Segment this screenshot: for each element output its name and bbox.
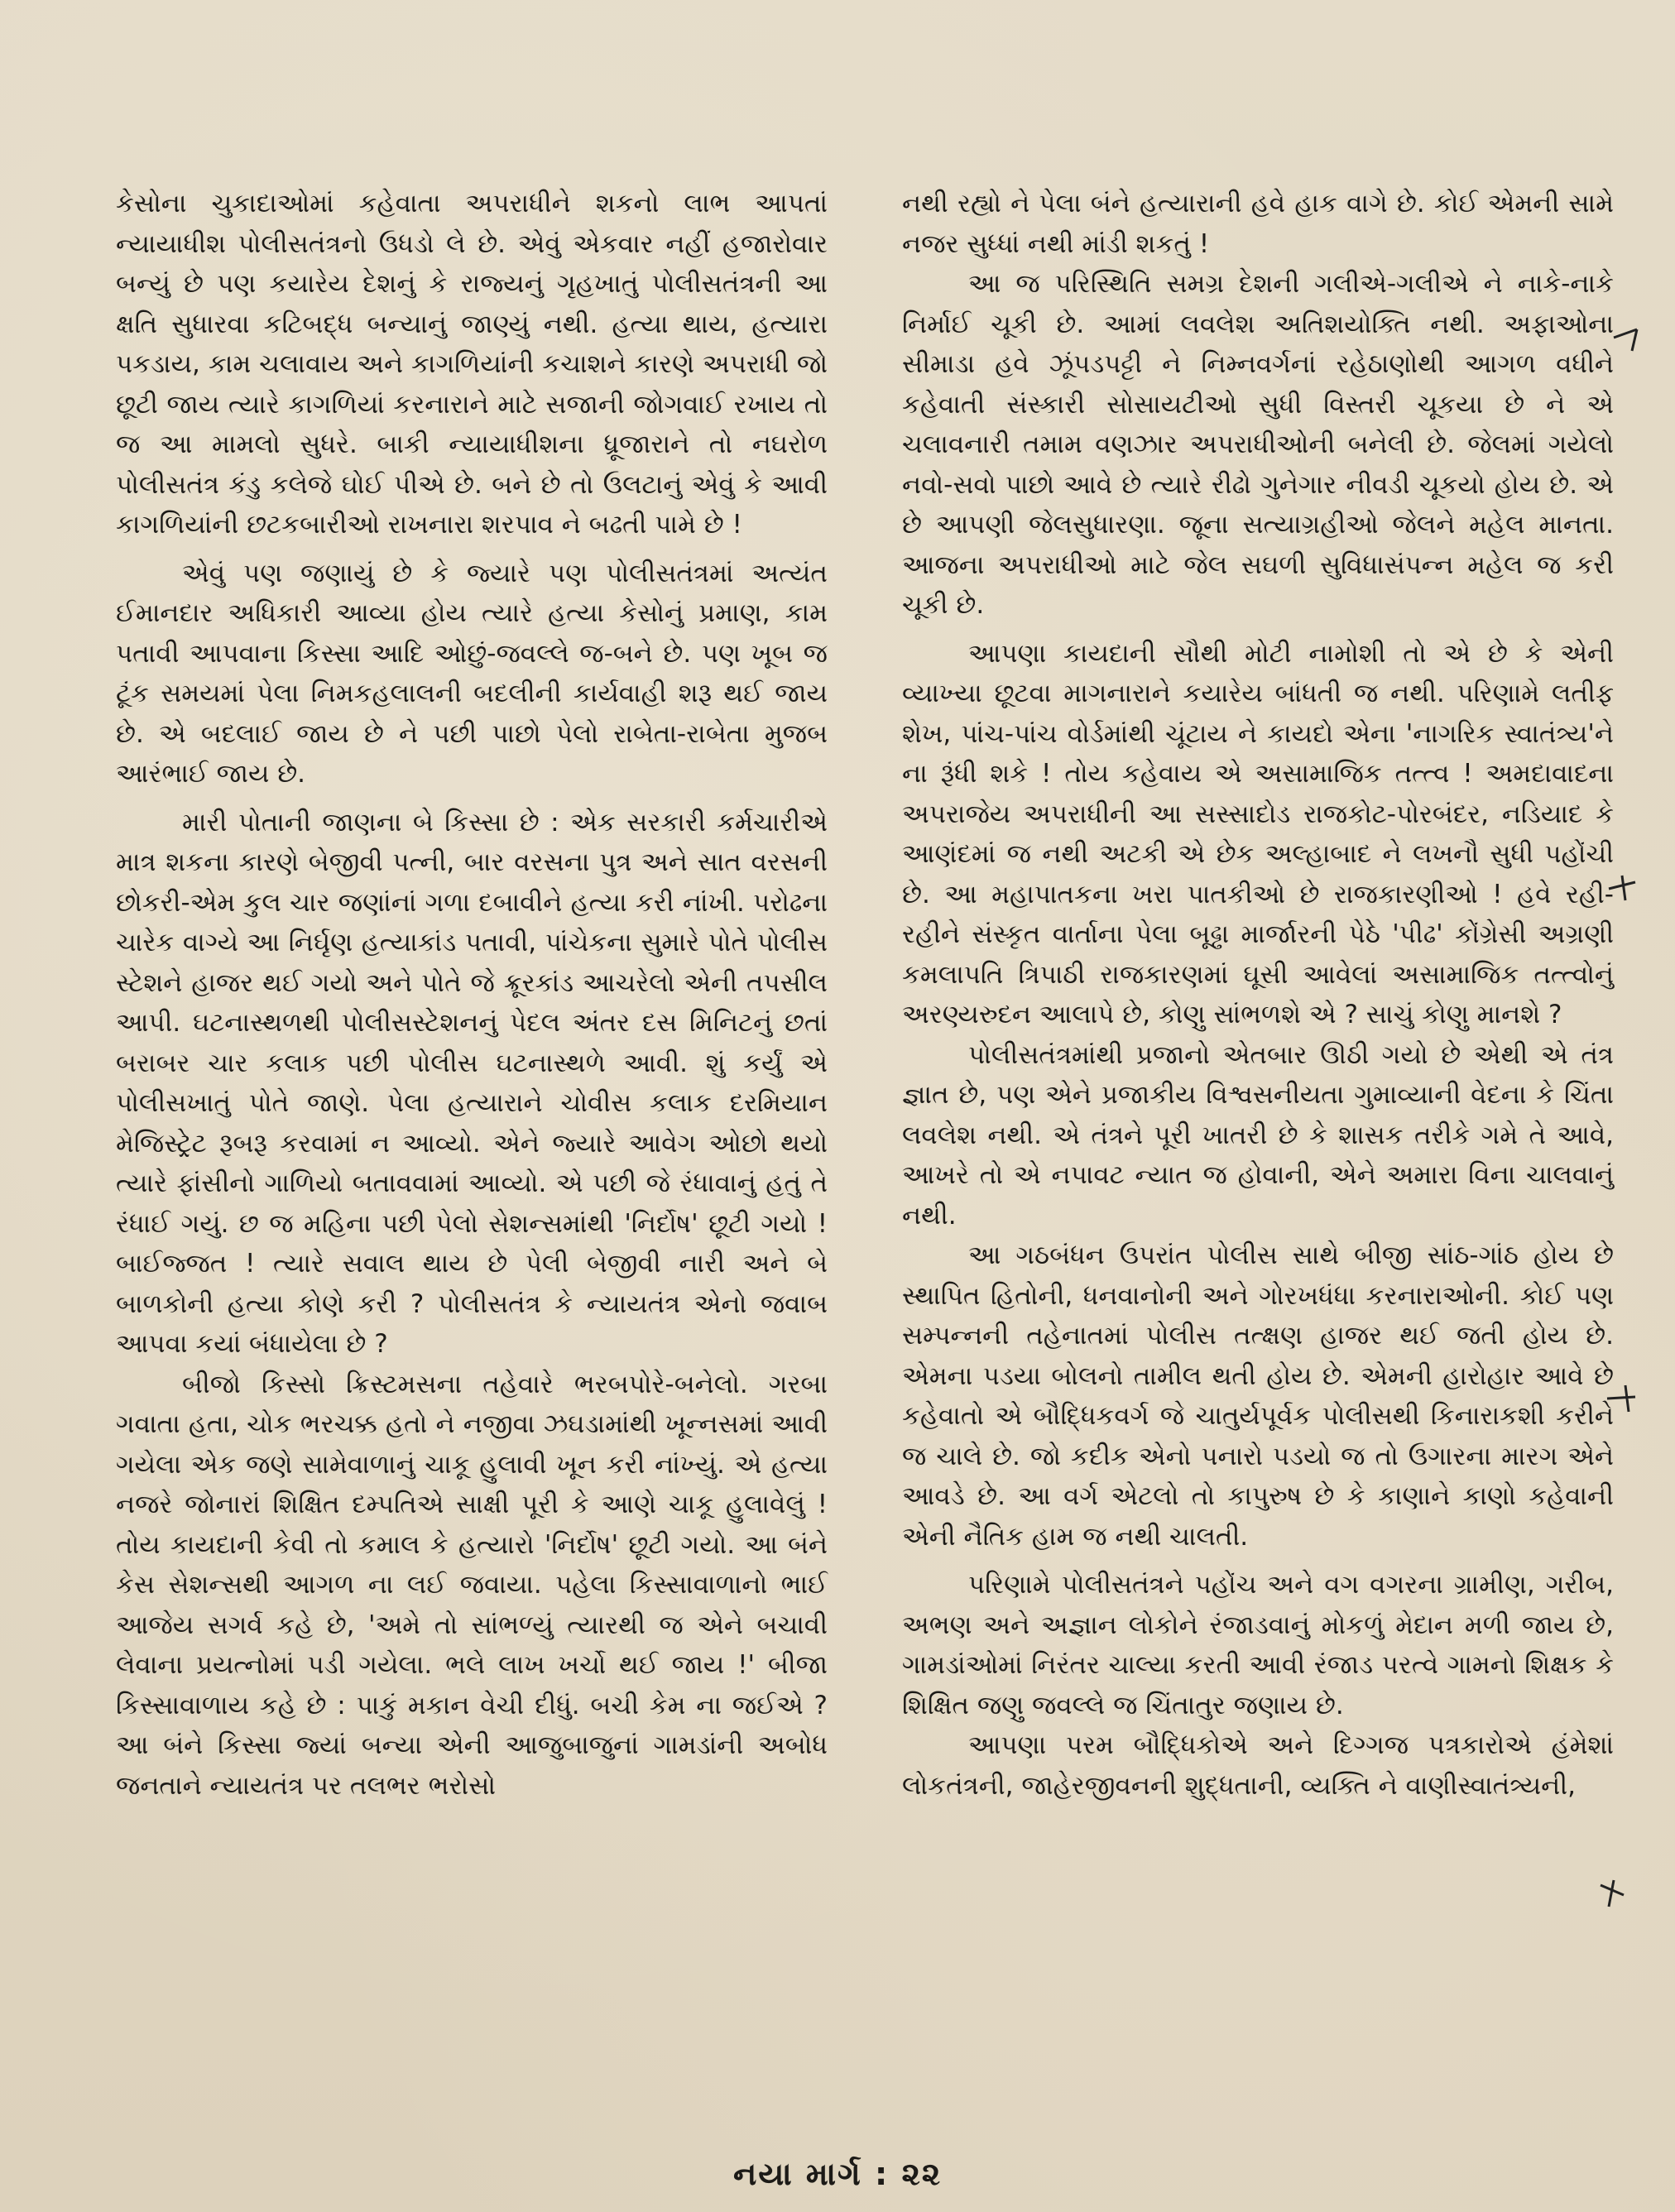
paragraph-right-4: પોલીસતંત્રમાંથી પ્રજાનો એતબાર ઊઠી ગયો છે એથી એ તંત્ર જ્ઞાત છે, પણ એને પ્રજાકીય વિશ્વસનીયતા ગુમાવ્યાની વેદના કે ચિંતા લવલેશ નથી. એ તંત્રને પૂરી ખાતરી છે કે શાસક તરીકે ગમે તે આવે, આખરે તો એ નપાવટ ન્યાત જ હોવાની, એને અમારા વિના ચાલવાનું નથી. bbox=[902, 1039, 1614, 1231]
paragraph-right-5: આ ગઠબંધન ઉપરાંત પોલીસ સાથે બીજી સાંઠ-ગાંઠ હોય છે સ્થાપિત હિતોની, ધનવાનોની અને ગોરખધંધા કરનારાઓની. કોઈ પણ સમ્પન્નની તહેનાતમાં પોલીસ તત્ક્ષણ હાજર થઈ જતી હોય છે. એમના પડયા બોલનો તામીલ થતી હોય છે. એમની હારોહાર આવે છે કહેવાતો એ બૌદ્ધિકવર્ગ જે ચાતુર્યપૂર્વક પોલીસથી કિનારાકશી કરીને જ ચાલે છે. જો કદીક એનો પનારો પડયો જ તો ઉગારના મારગ એને આવડે છે. આ વર્ગ એટલો તો કાપુરુષ છે કે કાણાને કાણો કહેવાની એની નૈતિક હામ જ નથી ચાલતી. bbox=[902, 1240, 1614, 1552]
paragraph-left-3: મારી પોતાની જાણના બે કિસ્સા છે : એક સરકારી કર્મચારીએ માત્ર શકના કારણે બેજીવી પત્ની, બાર વરસના પુત્ર અને સાત વરસની છોકરી-એમ કુલ ચાર જણાંનાં ગળા દબાવીને હત્યા કરી નાંખી. પરોઢના ચારેક વાગ્યે આ નિર્ઘૃણ હત્યાકાંડ પતાવી, પાંચેકના સુમારે પોતે પોલીસ સ્ટેશને હાજર થઈ ગયો અને પોતે જે ક્રૂરકાંડ આચરેલો એની તપસીલ આપી. ઘટનાસ્થળથી પોલીસસ્ટેશનનું પેદલ અંતર દસ મિનિટનું છતાં બરાબર ચાર કલાક પછી પોલીસ ઘટનાસ્થળે આવી. શું કર્યું એ પોલીસખાતું પોતે જાણે. પેલા હત્યારાને ચોવીસ કલાક દરમિયાન મેજિસ્ટ્રેટ રૂબરૂ કરવામાં ન આવ્યો. એને જ્યારે આવેગ ઓછો થયો ત્યારે ફાંસીનો ગાળિયો બતાવવામાં આવ્યો. એ પછી જે રંધાવાનું હતું તે રંધાઈ ગયું. છ જ મહિના પછી પેલો સેશન્સમાંથી 'નિર્દોષ' છૂટી ગયો ! બાઈજ્જત ! ત્યારે સવાલ થાય છે પેલી બેજીવી નારી અને બે બાળકોની હત્યા કોણે કરી ? પોલીસતંત્ર કે ન્યાયતંત્ર એનો જવાબ આપવા કયાં બંધાયેલા છે ? bbox=[116, 807, 828, 1359]
paragraph-left-1: કેસોના ચુકાદાઓમાં કહેવાતા અપરાધીને શકનો લાભ આપતાં ન્યાયાધીશ પોલીસતંત્રનો ઉધડો લે છે. એવું એકવાર નહીં હજારોવાર બન્યું છે પણ કયારેય દેશનું કે રાજ્યનું ગૃહખાતું પોલીસતંત્રની આ ક્ષતિ સુધારવા કટિબદ્ધ બન્યાનું જાણ્યું નથી. હત્યા થાય, હત્યારા પકડાય, કામ ચલાવાય અને કાગળિયાંની કચાશને કારણે અપરાધી જો છૂટી જાય ત્યારે કાગળિયાં કરનારાને માટે સજાની જોગવાઈ રખાય તો જ આ મામલો સુધરે. બાકી ન્યાયાધીશના ધ્રૂજારાને તો નઘરોળ પોલીસતંત્ર કંડુ કલેજે ઘોઈ પીએ છે. બને છે તો ઉલટાનું એવું કે આવી કાગળિયાંની છટકબારીઓ રાખનારા શરપાવ ને બઢતી પામે છે ! bbox=[116, 189, 828, 540]
paragraph-left-2: એવું પણ જણાયું છે કે જ્યારે પણ પોલીસતંત્રમાં અત્યંત ઈમાનદાર અધિકારી આવ્યા હોય ત્યારે હત્યા કેસોનું પ્રમાણ, કામ પતાવી આપવાના કિસ્સા આદિ ઓછું-જવલ્લે જ-બને છે. પણ ખૂબ જ ટૂંક સમયમાં પેલા નિમકહલાલની બદલીની કાર્યવાહી શરૂ થઈ જાય છે. એ બદલાઈ જાય છે ને પછી પાછો પેલો રાબેતા-રાબેતા મુજબ આરંભાઈ જાય છે. bbox=[116, 558, 828, 789]
right-column bbox=[902, 184, 1614, 1806]
paragraph-right-7: આપણા પરમ બૌદ્ધિકોએ અને દિગ્ગજ પત્રકારોએ હંમેશાં લોકતંત્રની, જાહેરજીવનની શુદ્ધતાની, વ્યક્તિ ને વાણીસ્વાતંત્ર્યની, bbox=[902, 1730, 1614, 1801]
paragraph-right-6: પરિણામે પોલીસતંત્રને પહોંચ અને વગ વગરના ગ્રામીણ, ગરીબ, અભણ અને અજ્ઞાન લોકોને રંજાડવાનું મોકળું મેદાન મળી જાય છે, ગામડાંઓમાં નિરંતર ચાલ્યા કરતી આવી રંજાડ પરત્વે ગામનો શિક્ષક કે શિક્ષિત જણુ જવલ્લે જ ચિંતાતુર જણાય છે. bbox=[902, 1570, 1614, 1720]
left-column bbox=[116, 184, 828, 1806]
paragraph-left-4: બીજો કિસ્સો ક્રિસ્ટમસના તહેવારે ભરબપોરે-બનેલો. ગરબા ગવાતા હતા, ચોક ભરચક્ક હતો ને નજીવા ઝઘડામાંથી ખૂન્નસમાં આવી ગયેલા એક જણે સામેવાળાનું ચાકૂ હુલાવી ખૂન કરી નાંખ્યું. એ હત્યા નજરે જોનારાં શિક્ષિત દમ્પતિએ સાક્ષી પૂરી કે આણે ચાકૂ હુલાવેલું ! તોય કાયદાની કેવી તો કમાલ કે હત્યારો 'નિર્દોષ' છૂટી ગયો. આ બંને કેસ સેશન્સથી આગળ ના લઈ જવાયા. પહેલા કિસ્સાવાળાનો ભાઈ આજેય સગર્વ કહે છે, 'અમે તો સાંભળ્યું ત્યારથી જ એને બચાવી લેવાના પ્રયત્નોમાં પડી ગયેલા. ભલે લાખ ખર્ચો થઈ જાય !' બીજા કિસ્સાવાળાય કહે છે : પાકું મકાન વેચી દીધું. બચી કેમ ના જઈએ ? આ બંને કિસ્સા જ્યાં બન્યા એની આજુબાજુનાં ગામડાંની અબોધ જનતાને ન્યાયતંત્ર પર તલભર ભરોસો bbox=[116, 1369, 828, 1801]
paragraph-right-3: આપણા કાયદાની સૌથી મોટી નામોશી તો એ છે કે એની વ્યાખ્યા છૂટવા માગનારાને કયારેય બાંધતી જ નથી. પરિણામે લતીફ શેખ, પાંચ-પાંચ વોર્ડમાંથી ચૂંટાય ને કાયદો એના 'નાગરિક સ્વાતંત્ર્ય'ને ના રૂંધી શકે ! તોય કહેવાય એ અસામાજિક તત્ત્વ ! અમદાવાદના અપરાજેય અપરાધીની આ સસ્સાદોડ રાજકોટ-પોરબંદર, નડિયાદ કે આણંદમાં જ નથી અટકી એ છેક અલ્હાબાદ ને લખનૌ સુધી પહોંચી છે. આ મહાપાતકના ખરા પાતકીઓ છે રાજકારણીઓ ! હવે રહી-રહીને સંસ્કૃત વાર્તાના પેલા બૂઢ્ઢા માર્જારની પેઠે 'પીઢ' કોંગ્રેસી અગ્રણી કમલાપતિ ત્રિપાઠી રાજકારણમાં ઘૂસી આવેલાં અસામાજિક તત્ત્વોનું અરણ્યરુદન આલાપે છે, કોણુ સાંભળશે એ ? સાચું કોણુ માનશે ? bbox=[902, 638, 1614, 1029]
page-footer: નયા માર્ગ : ૨૨ bbox=[732, 2156, 943, 2192]
margin-tick-mark bbox=[1605, 1382, 1639, 1415]
paragraph-right-1: નથી રહ્યો ને પેલા બંને હત્યારાની હવે હાક વાગે છે. કોઈ એમની સામે નજર સુધ્ધાં નથી માંડી શકતું ! bbox=[902, 189, 1614, 259]
paragraph-right-2: આ જ પરિસ્થિતિ સમગ્ર દેશની ગલીએ-ગલીએ ને નાકે-નાકે નિર્માઈ ચૂકી છે. આમાં લવલેશ અતિશયોક્તિ નથી. અફાઓના સીમાડા હવે ઝૂંપડપટ્ટી ને નિમ્નવર્ગનાં રહેઠાણોથી આગળ વધીને કહેવાતી સંસ્કારી સોસાયટીઓ સુધી વિસ્તરી ચૂકયા છે ને એ ચલાવનારી તમામ વણઝાર અપરાધીઓની બનેલી છે. જેલમાં ગયેલો નવો-સવો પાછો આવે છે ત્યારે રીઢો ગુનેગાર નીવડી ચૂકયો હોય છે. એ છે આપણી જેલસુધારણા. જૂના સત્યાગ્રહીઓ જેલને મહેલ માનતા. આજના અપરાધીઓ માટે જેલ સઘળી સુવિધાસંપન્ન મહેલ જ કરી ચૂકી છે. bbox=[902, 269, 1614, 620]
margin-tick-mark bbox=[1612, 321, 1645, 354]
margin-tick-mark bbox=[1607, 871, 1640, 904]
margin-tick-mark bbox=[1597, 1877, 1630, 1910]
